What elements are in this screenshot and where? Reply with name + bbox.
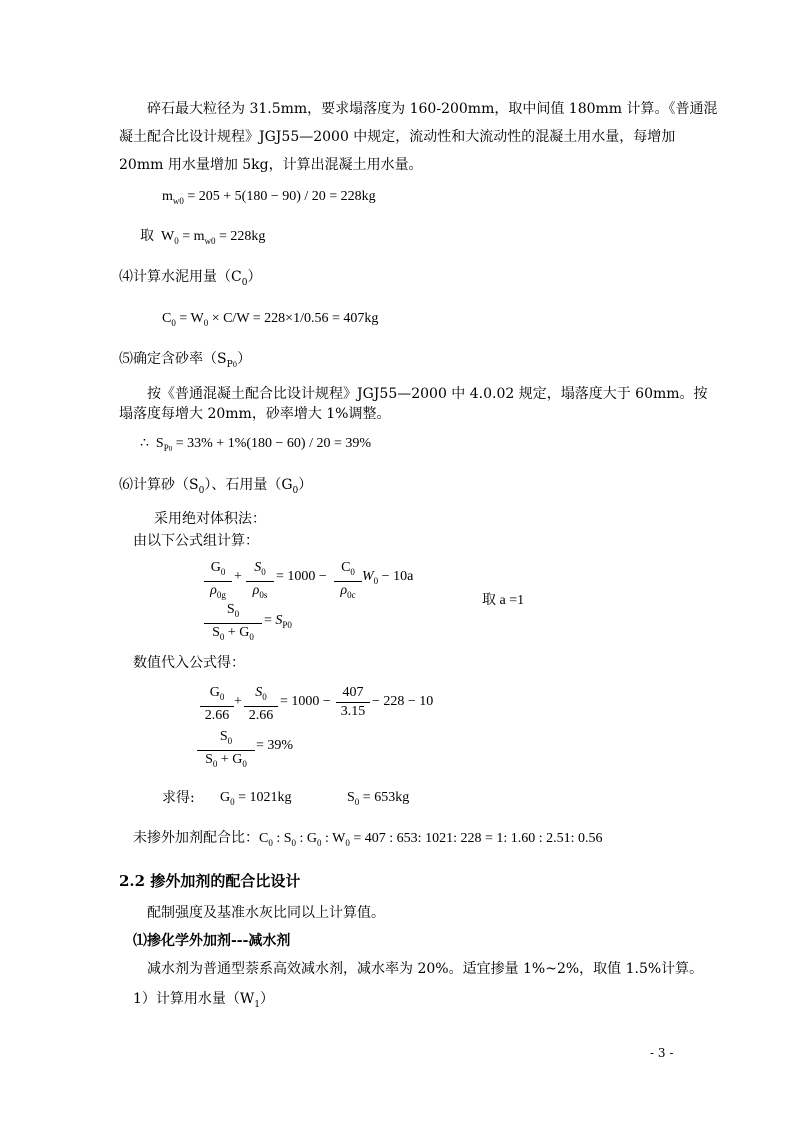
fraction-g0-266: $\frac{G_0}{2.66}$ <box>200 684 234 725</box>
fraction-407-315 <box>336 684 370 721</box>
paragraph-line: 按《普通混凝土配合比设计规程》JGJ55—2000 中 4.0.02 规定，塌落度大于 60mm。按 <box>147 386 708 402</box>
step-heading-text: 1）计算用水量（W <box>133 991 255 1007</box>
mix-ratio-eq: = 407 : 653: 1021: 228 = 1: 1.60 : 2.51: 0.56 <box>353 831 603 846</box>
substitute-text: 数值代入公式得： <box>133 655 245 671</box>
mix-ratio-label: 未掺外加剂配合比： <box>133 830 259 846</box>
paragraph-line: 凝土配合比设计规程》JGJ55—2000 中规定，流动性和大流动性的混凝土用水量，每增加 <box>119 129 676 145</box>
section-heading-sand-ratio-close: ） <box>237 351 252 367</box>
result-s0-value: = 653kg <box>362 790 410 805</box>
fraction-c0-rho0c: $\frac{C_0}{\rho_{0c}}$ <box>334 559 362 604</box>
equation-w0-prefix: 取 <box>140 229 154 244</box>
section-heading-sand-gravel-mid: ）、石用量（G <box>204 477 293 493</box>
equation-sp: ∴ $S_{P0} = 33\% + 1\%(180 - 60) / 20 = 39\%$ <box>140 436 372 453</box>
paragraph-line: 配制强度及基准水灰比同以上计算值。 <box>147 905 385 921</box>
fraction-g0-rho0g: $\frac{G_0}{\rho_{0g}}$ <box>204 559 232 604</box>
equation-c0-rhs: × C/W = 228×1/0.56 = 407kg <box>211 311 379 326</box>
paragraph-line: 塌落度每增大 20mm，砂率增大 1%调整。 <box>119 406 391 422</box>
fraction-num: 407 <box>336 684 370 703</box>
section-heading-sand-gravel-close: ） <box>298 477 313 493</box>
substitution-tail: − 228 − 10 <box>372 694 434 709</box>
paragraph-line: 减水剂为普通型萘系高效减水剂，减水率为 20%。适宜掺量 1%~2%，取值 1.5%计算。 <box>147 961 704 977</box>
formula1-mid: = 1000 − <box>276 569 327 584</box>
subsection-title: ⑴掺化学外加剂---减水剂 <box>133 933 291 949</box>
formula2-eq: = <box>264 613 272 628</box>
fraction-den: 2.66 <box>248 708 274 723</box>
mix-ratio: 未掺外加剂配合比：$C_0$ : $S_0$ : $G_0$ : $W_0 = 407$ : 653: 1021: 228 = 1: 1.60 : 2.51: 0.56 <box>133 830 603 848</box>
equation-w0-rhs: = 228kg <box>219 229 266 244</box>
paragraph-line: 碎石最大粒径为 31.5mm，要求塌落度为 160-200mm，取中间值 180mm 计算。《普通混 <box>147 101 718 117</box>
section-heading-cement-close: ） <box>247 269 262 285</box>
section-heading-cement-text: ⑷计算水泥用量（C <box>119 269 242 285</box>
formula2: = $S_{P0}$ <box>264 613 292 630</box>
step-heading: 1）计算用水量$(W_1)$ <box>133 991 275 1010</box>
plus-sign: + <box>234 569 242 584</box>
fraction-s0-rho0s: $\frac{S_0}{\rho_{0s}}$ <box>246 559 274 604</box>
take-a-note: 取 a =1 <box>482 593 525 608</box>
equation-mw0-rhs: = 205 + 5(180 − 90) / 20 = 228kg <box>187 189 376 204</box>
formula1-tail: $W_0 - 10a$ <box>362 569 414 586</box>
method-text: 采用绝对体积法： <box>154 511 266 527</box>
page-number: - 3 - <box>650 1046 674 1060</box>
step-heading-close: ） <box>260 991 275 1007</box>
result-s0: $S_0 = 653kg$ <box>347 790 410 807</box>
method-text: 由以下公式组计算： <box>133 533 259 549</box>
therefore-symbol: ∴ <box>140 436 149 451</box>
section-heading-sand-ratio: ⑸确定含砂率$(S_{P0})$ <box>119 351 252 370</box>
substitution-mid: = 1000 − <box>280 694 331 709</box>
result-g0-value: = 1021kg <box>238 790 292 805</box>
fraction-sand-ratio: $\frac{S_0}{S_0 + G_0}$ <box>204 601 262 646</box>
plus-sign: + <box>234 694 242 709</box>
section-heading-2-2: 2.2 掺外加剂的配合比设计 <box>119 872 301 890</box>
formula1-tail-text: − 10a <box>381 569 414 584</box>
equation-w0: 取 $W_0 = m_{w0} = 228kg$ <box>140 229 266 246</box>
equation-c0: $C_0 = W_0 \times C/W = 228\times 1/0.56 = 407kg$ <box>162 311 379 328</box>
substitution2-rhs: = 39% <box>256 738 294 753</box>
section-heading-sand-ratio-text: ⑸确定含砂率（S <box>119 351 227 367</box>
equation-mw0: $m_{w0} = 205 + 5(180 - 90) / 20 = 228kg$ <box>162 189 376 206</box>
equation-sp-rhs: = 33% + 1%(180 − 60) / 20 = 39% <box>175 436 372 451</box>
result-g0: $G_0 = 1021kg$ <box>220 790 292 807</box>
fraction-den: 2.66 <box>204 708 230 723</box>
fraction-s0-266: $\frac{S_0}{2.66}$ <box>244 684 278 725</box>
section-heading-sand-gravel: ⑹计算砂$(S_0)$、石用量$(G_0)$ <box>119 477 313 496</box>
result-label: 求得: <box>162 790 195 806</box>
section-heading-cement: ⑷计算水泥用量$(C_0)$ <box>119 269 262 288</box>
fraction-den: 3.15 <box>340 704 366 719</box>
fraction-sand-ratio-sub: $\frac{S_0}{S_0 + G_0}$ <box>197 728 255 773</box>
section-heading-sand-gravel-text: ⑹计算砂（S <box>119 477 199 493</box>
paragraph-line: 20mm 用水量增加 5kg，计算出混凝土用水量。 <box>119 157 423 173</box>
